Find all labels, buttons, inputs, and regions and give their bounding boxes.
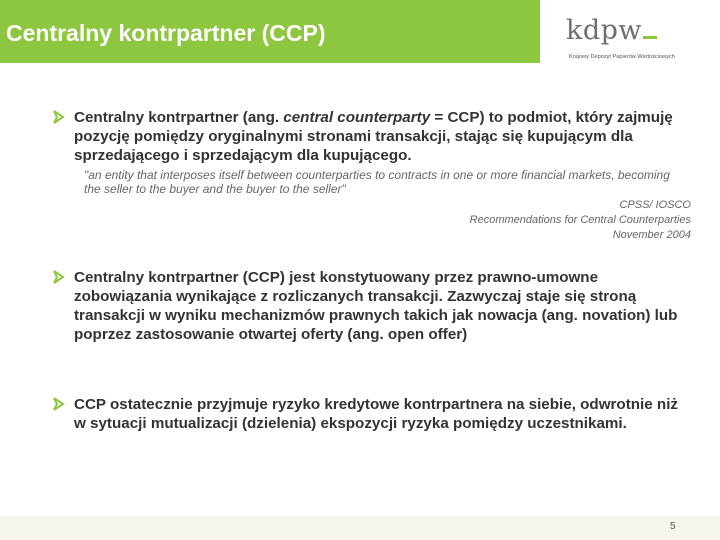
citation-date: November 2004 xyxy=(612,229,691,241)
footer-band xyxy=(0,516,720,540)
bullet-text: CCP ostatecznie przyjmuje ryzyko kredytowe kontrpartnera na siebie, odwrotnie niż w sytuacji mutualizacji (dzielenia) ekspozycji ryzyka pomiędzy uczestnikami. xyxy=(74,396,679,432)
quote-citation xyxy=(470,198,691,243)
logo-accent-bar xyxy=(643,36,657,39)
logo-wordmark: kdpw xyxy=(566,15,643,46)
definition-quote: "an entity that interposes itself between counterparties to contracts in one or more financial markets, becoming the seller to the buyer and the buyer to the seller" xyxy=(84,168,670,196)
bullet-text: Centralny kontrpartner (CCP) jest konstytuowany przez prawno-umowne zobowiązania wynikające z rozliczanych transakcji. Zazwyczaj staje się stroną transakcji w wyniku mechanizmów prawnych takich jak nowacja (ang. novation) lub poprzez zastosowanie otwartej oferty (ang. open offer) xyxy=(74,269,678,343)
arrow-bullet-icon xyxy=(52,395,66,413)
arrow-bullet-icon xyxy=(52,108,66,126)
citation-source: CPSS/ IOSCO xyxy=(619,199,691,211)
bullet-item-ccp-constitution xyxy=(52,268,692,344)
page-number: 5 xyxy=(670,521,676,532)
header-band xyxy=(0,0,540,63)
kdpw-logo xyxy=(566,16,696,66)
arrow-bullet-icon xyxy=(52,268,66,286)
slide-title: Centralny kontrpartner (CCP) xyxy=(6,20,326,46)
citation-title: Recommendations for Central Counterparties xyxy=(469,214,691,226)
bullet-item-ccp-risk xyxy=(52,395,692,433)
bullet-text: Centralny kontrpartner (ang. central counterparty = CCP) to podmiot, który zajmuję pozycję pomiędzy oryginalnymi stronami transakcji, stając się kupującym dla sprzedającego i sprzedającym dla kupującego. xyxy=(74,109,673,164)
logo-subtitle: Krajowy Depozyt Papierów Wartościowych xyxy=(569,54,675,60)
bullet-item-ccp-definition xyxy=(52,108,692,165)
